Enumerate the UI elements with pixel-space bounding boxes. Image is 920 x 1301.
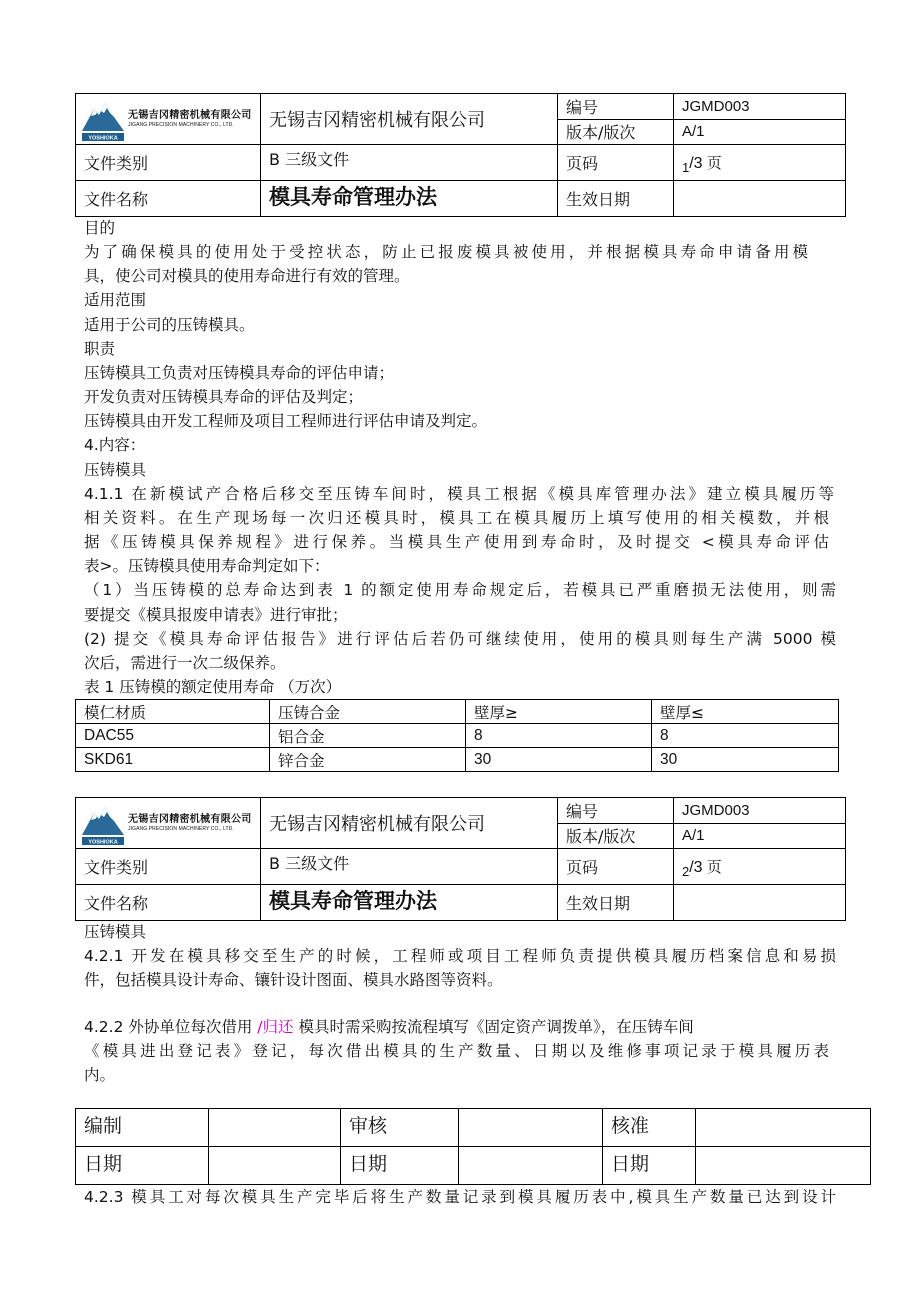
- section-422-line-3: 内。: [84, 1066, 116, 1084]
- table-cell: 8: [652, 724, 839, 748]
- doc-name-label: 文件名称: [76, 885, 261, 921]
- version-value: A/1: [674, 823, 846, 849]
- section-411-line-1: 4.1.1 在新模试产合格后移交至压铸车间时，模具工根据《模具库管理办法》建立模具履历等: [84, 485, 834, 503]
- page-number: [674, 145, 846, 181]
- section-422-highlight: /归还: [257, 1018, 294, 1036]
- company-logo-cell: [76, 94, 261, 145]
- logo-chinese-name: 无锡吉冈精密机械有限公司: [128, 109, 252, 121]
- effective-date-value: [674, 181, 846, 217]
- company-name: 无锡吉冈精密机械有限公司: [261, 94, 558, 145]
- page-current: 1: [682, 160, 690, 175]
- company-logo: [80, 94, 260, 144]
- company-logo-cell: [76, 798, 261, 849]
- scope-text: 适用于公司的压铸模具。: [84, 316, 255, 334]
- page1-header-table: [75, 93, 846, 217]
- number-label: 编号: [558, 94, 674, 120]
- version-label: 版本/版次: [558, 119, 674, 145]
- section-422-line-1: [84, 1016, 694, 1038]
- reviewed-value: [459, 1109, 603, 1147]
- purpose-line-2: 具，使公司对模具的使用寿命进行有效的管理。: [84, 267, 410, 285]
- section-411-line-4: 表>。压铸模具使用寿命判定如下：: [84, 557, 330, 575]
- table-cell: 30: [652, 748, 839, 772]
- approved-date-value: [696, 1147, 871, 1185]
- duty-heading: 职责: [84, 340, 116, 358]
- reviewed-label: 审核: [341, 1109, 459, 1147]
- company-name: 无锡吉冈精密机械有限公司: [261, 798, 558, 849]
- approved-date-label: 日期: [603, 1147, 696, 1185]
- section-421-line-1: 4.2.1 开发在模具移交至生产的时候，工程师或项目工程师负责提供模具履历档案信息和易损: [84, 947, 836, 965]
- section-411-line-2: 相关资料。在生产现场每一次归还模具时，模具工在模具履历上填写使用的相关模数，并根: [84, 509, 829, 527]
- page-suffix: 页: [706, 859, 722, 876]
- page-suffix: 页: [706, 155, 722, 172]
- prepared-date-value: [209, 1147, 341, 1185]
- category-value: B 三级文件: [261, 145, 558, 181]
- signoff-table: [75, 1108, 871, 1185]
- table-cell: SKD61: [76, 748, 270, 772]
- mountain-logo-icon: [80, 95, 126, 143]
- category-label: 文件类别: [76, 145, 261, 181]
- number-label: 编号: [558, 798, 674, 824]
- table-cell: 锌合金: [270, 748, 466, 772]
- item-2-line-1: (2) 提交《模具寿命评估报告》进行评估后若仍可继续使用，使用的模具则每生产满 5000 模: [84, 630, 836, 648]
- section-421-line-2: 件，包括模具设计寿命、镶针设计图面、模具水路图等资料。: [84, 971, 503, 989]
- section-422-prefix: 4.2.2 外协单位每次借用: [84, 1018, 258, 1036]
- logo-chinese-name: 无锡吉冈精密机械有限公司: [128, 813, 252, 825]
- table-cell: 铝合金: [270, 724, 466, 748]
- item-1-line-1: （1）当压铸模的总寿命达到表 1 的额定使用寿命规定后，若模具已严重磨损无法使用，则需: [84, 581, 836, 599]
- reviewed-date-value: [459, 1147, 603, 1185]
- mountain-logo-icon: [80, 799, 126, 847]
- content-heading: 4.内容：: [84, 436, 146, 454]
- logo-english-name: JIGANG PRECISION MACHINERY CO., LTD.: [128, 121, 234, 128]
- company-logo: [80, 798, 260, 848]
- version-label: 版本/版次: [558, 823, 674, 849]
- doc-name-value: 模具寿命管理办法: [261, 885, 558, 921]
- duty-1: 压铸模具工负责对压铸模具寿命的评估申请；: [84, 364, 395, 382]
- die-casting-subheading: 压铸模具: [84, 461, 147, 479]
- scope-heading: 适用范围: [84, 291, 147, 309]
- logo-english-name: JIGANG PRECISION MACHINERY CO., LTD.: [128, 825, 234, 832]
- effective-date-value: [674, 885, 846, 921]
- item-1-line-2: 要提交《模具报废申请表》进行审批；: [84, 606, 348, 624]
- section-422-rest: 模具时需采购按流程填写《固定资产调拨单》，在压铸车间: [293, 1018, 694, 1036]
- category-label: 文件类别: [76, 849, 261, 885]
- prepared-date-label: 日期: [76, 1147, 209, 1185]
- item-2-line-2: 次后，需进行一次二级保养。: [84, 654, 286, 672]
- doc-name-label: 文件名称: [76, 181, 261, 217]
- purpose-line-1: 为了确保模具的使用处于受控状态，防止已报废模具被使用，并根据模具寿命申请备用模: [84, 243, 808, 261]
- table-header-row: [76, 700, 839, 724]
- page2-header-table: [75, 797, 846, 921]
- prepared-label: 编制: [76, 1109, 209, 1147]
- table-header-cell: 压铸合金: [270, 700, 466, 724]
- effective-date-label: 生效日期: [558, 181, 674, 217]
- page-label: 页码: [558, 849, 674, 885]
- die-casting-subheading: 压铸模具: [84, 923, 147, 941]
- table-cell: 8: [466, 724, 652, 748]
- life-table: [75, 699, 839, 772]
- prepared-value: [209, 1109, 341, 1147]
- table-1-caption: 表 1 压铸模的额定使用寿命 （万次）: [84, 678, 342, 696]
- table-header-cell: 壁厚≤: [652, 700, 839, 724]
- doc-name-value: 模具寿命管理办法: [261, 181, 558, 217]
- table-header-cell: 壁厚≥: [466, 700, 652, 724]
- approved-value: [696, 1109, 871, 1147]
- number-value: JGMD003: [674, 94, 846, 120]
- page-number: [674, 849, 846, 885]
- svg-text:YOSHIOKA: YOSHIOKA: [88, 839, 118, 846]
- category-value: B 三级文件: [261, 849, 558, 885]
- table-row: [76, 724, 839, 748]
- reviewed-date-label: 日期: [341, 1147, 459, 1185]
- version-value: A/1: [674, 119, 846, 145]
- duty-2: 开发负责对压铸模具寿命的评估及判定；: [84, 388, 364, 406]
- page-total: /3: [689, 859, 703, 876]
- duty-3: 压铸模具由开发工程师及项目工程师进行评估申请及判定。: [84, 412, 488, 430]
- table-row: [76, 748, 839, 772]
- page-total: /3: [689, 155, 703, 172]
- approved-label: 核准: [603, 1109, 696, 1147]
- section-423-line-1: 4.2.3 模具工对每次模具生产完毕后将生产数量记录到模具履历表中,模具生产数量已达到设计: [84, 1188, 836, 1206]
- page-label: 页码: [558, 145, 674, 181]
- svg-text:YOSHIOKA: YOSHIOKA: [88, 135, 118, 142]
- effective-date-label: 生效日期: [558, 885, 674, 921]
- number-value: JGMD003: [674, 798, 846, 824]
- page-current: 2: [682, 864, 690, 879]
- table-cell: 30: [466, 748, 652, 772]
- section-422-line-2: 《模具进出登记表》登记，每次借出模具的生产数量、日期以及维修事项记录于模具履历表: [84, 1042, 829, 1060]
- table-header-cell: 模仁材质: [76, 700, 270, 724]
- section-411-line-3: 据《压铸模具保养规程》进行保养。当模具生产使用到寿命时，及时提交 <模具寿命评估: [84, 533, 829, 551]
- purpose-heading: 目的: [84, 219, 116, 237]
- table-cell: DAC55: [76, 724, 270, 748]
